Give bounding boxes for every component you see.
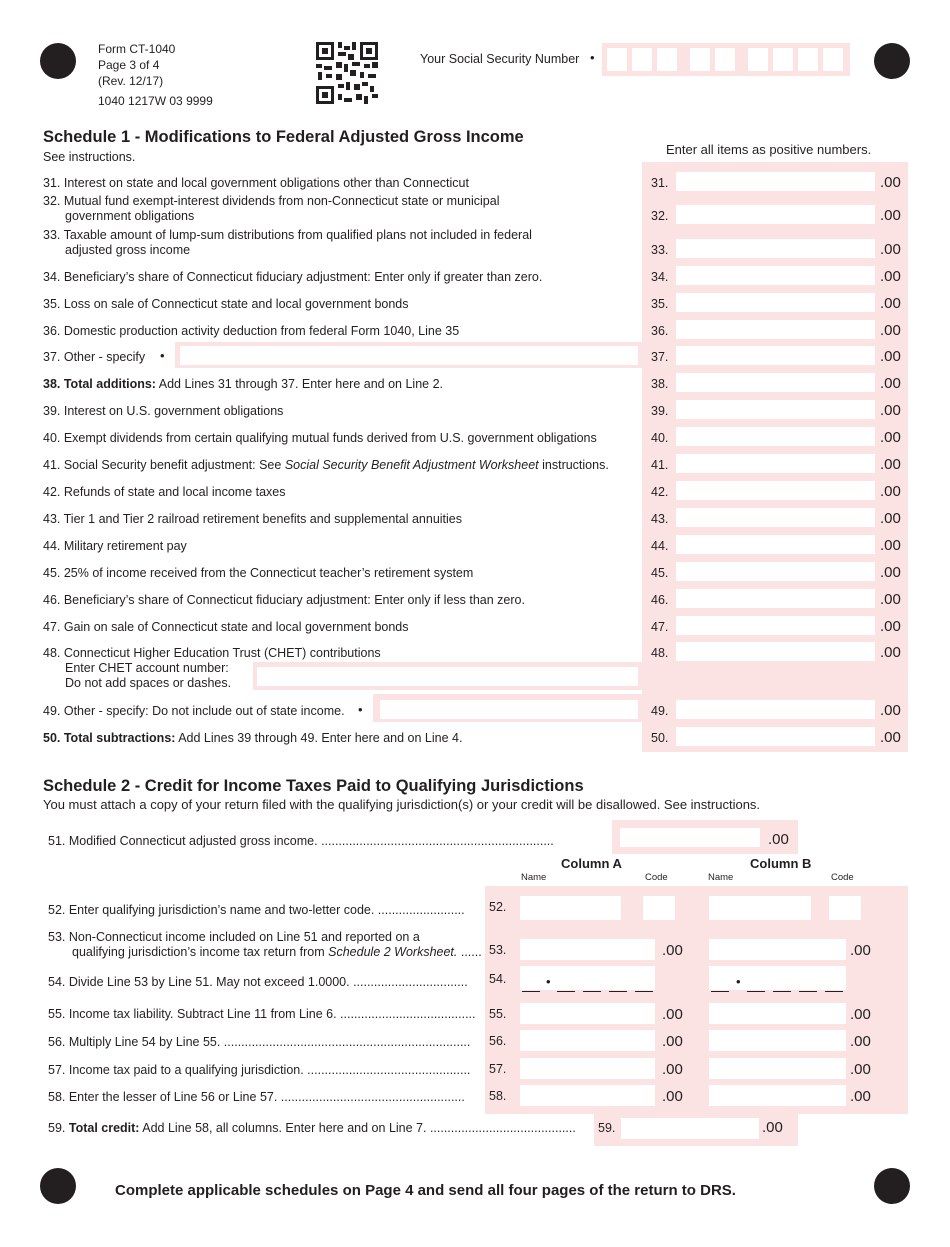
line-32-number: 32. bbox=[651, 209, 669, 223]
line-50-cents: .00 bbox=[880, 729, 901, 746]
line-36-number: 36. bbox=[651, 324, 669, 338]
line-58-col-b-cents: .00 bbox=[850, 1088, 871, 1105]
line-33-amount-input[interactable] bbox=[676, 239, 875, 258]
line-32-cents: .00 bbox=[880, 207, 901, 224]
registration-mark-top-left bbox=[40, 43, 76, 79]
line54-col-a-input[interactable] bbox=[520, 966, 655, 990]
line51-label: 51. Modified Connecticut adjusted gross income. ................................................................... bbox=[48, 834, 554, 848]
column-b-code-label: Code bbox=[831, 872, 854, 883]
line-31-cents: .00 bbox=[880, 174, 901, 191]
line-43-cents: .00 bbox=[880, 510, 901, 527]
line-37-cents: .00 bbox=[880, 348, 901, 365]
line-46-number: 46. bbox=[651, 593, 669, 607]
line-46-label: 46. Beneficiary’s share of Connecticut fiduciary adjustment: Enter only if less than zero. bbox=[43, 593, 525, 607]
line-44-cents: .00 bbox=[880, 537, 901, 554]
line-56-col-b-input[interactable] bbox=[709, 1030, 846, 1051]
qr-code-icon bbox=[316, 42, 378, 104]
line-37-amount-input[interactable] bbox=[676, 346, 875, 365]
line-50-amount-input[interactable] bbox=[676, 727, 875, 746]
line-42-amount-input[interactable] bbox=[676, 481, 875, 500]
line-57-number: 57. bbox=[489, 1062, 507, 1076]
line-58-col-b-input[interactable] bbox=[709, 1085, 846, 1106]
line-32-amount-input[interactable] bbox=[676, 205, 875, 224]
line51-cents: .00 bbox=[768, 831, 789, 848]
line-56-col-a-cents: .00 bbox=[662, 1033, 683, 1050]
ssn-digit-9[interactable] bbox=[823, 48, 843, 71]
line-58-label: 58. Enter the lesser of Line 56 or Line 57. ..................................................... bbox=[48, 1090, 465, 1104]
ssn-label: Your Social Security Number bbox=[420, 52, 580, 66]
line54-col-a-digit-1 bbox=[522, 991, 540, 992]
line-56-label: 56. Multiply Line 54 by Line 55. ....................................................................... bbox=[48, 1035, 471, 1049]
line-38-cents: .00 bbox=[880, 375, 901, 392]
line-38-label: 38. Total additions: Add Lines 31 through 37. Enter here and on Line 2. bbox=[43, 377, 444, 391]
line-53-col-b-input[interactable] bbox=[709, 939, 846, 960]
ssn-digit-1[interactable] bbox=[607, 48, 627, 71]
line54-col-b-digit-5 bbox=[825, 991, 843, 992]
line-57-col-b-cents: .00 bbox=[850, 1061, 871, 1078]
line-38-number: 38. bbox=[651, 377, 669, 391]
line-44-label: 44. Military retirement pay bbox=[43, 539, 187, 553]
ssn-digit-8[interactable] bbox=[798, 48, 818, 71]
line-42-number: 42. bbox=[651, 485, 669, 499]
line48-chet-account-input[interactable] bbox=[257, 667, 638, 686]
line-48-label-cont: Enter CHET account number: bbox=[65, 661, 229, 675]
schedule2-subtitle: You must attach a copy of your return filed with the qualifying jurisdiction(s) or your credit will be disallowed. See instructions. bbox=[43, 797, 761, 812]
line54-col-b-input[interactable] bbox=[709, 966, 846, 990]
ssn-digit-5[interactable] bbox=[715, 48, 735, 71]
line-40-amount-input[interactable] bbox=[676, 427, 875, 446]
column-a-name-label: Name bbox=[521, 872, 547, 883]
line54-col-b-digit-3 bbox=[773, 991, 791, 992]
line-31-number: 31. bbox=[651, 176, 669, 190]
line-56-number: 56. bbox=[489, 1034, 507, 1048]
line52-col-b-name-input[interactable] bbox=[709, 896, 811, 920]
line-55-label: 55. Income tax liability. Subtract Line 11 from Line 6. ....................................... bbox=[48, 1007, 476, 1021]
line54-col-a-digit-4 bbox=[609, 991, 627, 992]
line-31-label: 31. Interest on state and local government obligations other than Connecticut bbox=[43, 176, 469, 190]
footer-note: Complete applicable schedules on Page 4 and send all four pages of the return to DRS. bbox=[115, 1182, 736, 1199]
line-43-number: 43. bbox=[651, 512, 669, 526]
line-54-number: 54. bbox=[489, 972, 507, 986]
line54-col-b-digit-1 bbox=[711, 991, 729, 992]
line-53-col-b-cents: .00 bbox=[850, 942, 871, 959]
line-59-total-input[interactable] bbox=[621, 1118, 759, 1139]
line-37-number: 37. bbox=[651, 350, 669, 364]
line-47-cents: .00 bbox=[880, 618, 901, 635]
line-44-number: 44. bbox=[651, 539, 669, 553]
line-54-label: 54. Divide Line 53 by Line 51. May not exceed 1.0000. ................................. bbox=[48, 975, 468, 989]
registration-mark-bottom-left bbox=[40, 1168, 76, 1204]
line-59-number: 59. bbox=[598, 1121, 616, 1135]
column-a-code-label: Code bbox=[645, 872, 668, 883]
line-40-number: 40. bbox=[651, 431, 669, 445]
line54-col-b-digit-2 bbox=[747, 991, 765, 992]
line-41-amount-input[interactable] bbox=[676, 454, 875, 473]
line54-col-a-digit-3 bbox=[583, 991, 601, 992]
line-45-cents: .00 bbox=[880, 564, 901, 581]
line-48-number: 48. bbox=[651, 646, 669, 660]
form-header bbox=[98, 41, 213, 109]
line-31-amount-input[interactable] bbox=[676, 172, 875, 191]
form-name: Form CT-1040 bbox=[98, 42, 176, 56]
schedule1-see-instructions: See instructions. bbox=[43, 150, 136, 164]
line54-col-b-decimal: • bbox=[736, 974, 741, 989]
ssn-digit-6[interactable] bbox=[748, 48, 768, 71]
line-52-label: 52. Enter qualifying jurisdiction’s name and two-letter code. ......................... bbox=[48, 903, 465, 917]
line-35-amount-input[interactable] bbox=[676, 293, 875, 312]
line49-bullet: • bbox=[358, 702, 363, 717]
line-55-col-a-input[interactable] bbox=[520, 1003, 655, 1024]
line-33-label: 33. Taxable amount of lump-sum distributions from qualified plans not included in federal bbox=[43, 228, 532, 242]
line54-col-b-digit-4 bbox=[799, 991, 817, 992]
ssn-bullet: • bbox=[590, 50, 595, 65]
line52-col-a-code-input[interactable] bbox=[643, 896, 675, 920]
line-55-col-b-input[interactable] bbox=[709, 1003, 846, 1024]
line-47-amount-input[interactable] bbox=[676, 616, 875, 635]
line-47-number: 47. bbox=[651, 620, 669, 634]
line-40-cents: .00 bbox=[880, 429, 901, 446]
schedule1-title: Schedule 1 - Modifications to Federal Adjusted Gross Income bbox=[43, 128, 524, 146]
schedule2-title: Schedule 2 - Credit for Income Taxes Paid to Qualifying Jurisdictions bbox=[43, 777, 584, 795]
revision: (Rev. 12/17) bbox=[98, 74, 164, 88]
line-58-col-a-cents: .00 bbox=[662, 1088, 683, 1105]
line-39-cents: .00 bbox=[880, 402, 901, 419]
line-49-number: 49. bbox=[651, 704, 669, 718]
line-41-cents: .00 bbox=[880, 456, 901, 473]
schedule2-table-area bbox=[485, 886, 908, 1114]
line-53-number: 53. bbox=[489, 943, 507, 957]
line-34-number: 34. bbox=[651, 270, 669, 284]
line-42-label: 42. Refunds of state and local income taxes bbox=[43, 485, 286, 499]
line-33-label-cont: adjusted gross income bbox=[65, 243, 191, 257]
line-49-amount-input[interactable] bbox=[676, 700, 875, 719]
line-50-label: 50. Total subtractions: Add Lines 39 through 49. Enter here and on Line 4. bbox=[43, 731, 463, 745]
line-39-amount-input[interactable] bbox=[676, 400, 875, 419]
line-46-amount-input[interactable] bbox=[676, 589, 875, 608]
line-35-number: 35. bbox=[651, 297, 669, 311]
line-55-col-b-cents: .00 bbox=[850, 1006, 871, 1023]
ssn-digit-7[interactable] bbox=[773, 48, 793, 71]
line54-col-a-decimal: • bbox=[546, 974, 551, 989]
line-59-cents: .00 bbox=[762, 1119, 783, 1136]
line-34-amount-input[interactable] bbox=[676, 266, 875, 285]
line54-col-a-digit-2 bbox=[557, 991, 575, 992]
line-48-cents: .00 bbox=[880, 644, 901, 661]
line-45-number: 45. bbox=[651, 566, 669, 580]
line49-specify-input[interactable] bbox=[380, 700, 638, 719]
line-40-label: 40. Exempt dividends from certain qualifying mutual funds derived from U.S. government obligations bbox=[43, 431, 597, 445]
column-b-header: Column B bbox=[750, 856, 812, 871]
line-50-number: 50. bbox=[651, 731, 669, 745]
line-53-col-a-cents: .00 bbox=[662, 942, 683, 959]
page-number: Page 3 of 4 bbox=[98, 58, 160, 72]
line-37-label: 37. Other - specify bbox=[43, 350, 146, 364]
line37-specify-input[interactable] bbox=[180, 346, 638, 365]
line-38-amount-input[interactable] bbox=[676, 373, 875, 392]
line-41-label: 41. Social Security benefit adjustment: See Social Security Benefit Adjustment Worksheet instructions. bbox=[43, 458, 609, 472]
line-32-label-cont: government obligations bbox=[65, 209, 195, 223]
line-53-col-a-input[interactable] bbox=[520, 939, 655, 960]
line37-bullet: • bbox=[160, 348, 165, 363]
line51-input[interactable] bbox=[620, 828, 760, 847]
registration-mark-bottom-right bbox=[874, 1168, 910, 1204]
line-47-label: 47. Gain on sale of Connecticut state and local government bonds bbox=[43, 620, 409, 634]
line-35-cents: .00 bbox=[880, 295, 901, 312]
line-39-number: 39. bbox=[651, 404, 669, 418]
line-49-label: 49. Other - specify: Do not include out of state income. bbox=[43, 704, 345, 718]
line-46-cents: .00 bbox=[880, 591, 901, 608]
line-57-col-a-input[interactable] bbox=[520, 1058, 655, 1079]
positive-numbers-note: Enter all items as positive numbers. bbox=[666, 142, 872, 157]
line-44-amount-input[interactable] bbox=[676, 535, 875, 554]
line-34-label: 34. Beneficiary’s share of Connecticut fiduciary adjustment: Enter only if greater than zero. bbox=[43, 270, 543, 284]
line-43-label: 43. Tier 1 and Tier 2 railroad retirement benefits and supplemental annuities bbox=[43, 512, 462, 526]
ssn-input[interactable] bbox=[602, 43, 850, 76]
line54-col-a-digit-5 bbox=[635, 991, 653, 992]
line52-col-b-code-input[interactable] bbox=[829, 896, 861, 920]
line-36-label: 36. Domestic production activity deduction from federal Form 1040, Line 35 bbox=[43, 324, 460, 338]
line-57-col-b-input[interactable] bbox=[709, 1058, 846, 1079]
line-34-cents: .00 bbox=[880, 268, 901, 285]
line-49-cents: .00 bbox=[880, 702, 901, 719]
line-58-number: 58. bbox=[489, 1089, 507, 1103]
line-52-number: 52. bbox=[489, 900, 507, 914]
form-code: 1040 1217W 03 9999 bbox=[98, 94, 213, 108]
line-36-cents: .00 bbox=[880, 322, 901, 339]
line-53-label: 53. Non-Connecticut income included on Line 51 and reported on a qualifying jurisdiction’s income tax return from Schedule 2 Worksheet. ...... bbox=[48, 930, 482, 959]
line-39-label: 39. Interest on U.S. government obligations bbox=[43, 404, 284, 418]
line-45-label: 45. 25% of income received from the Connecticut teacher’s retirement system bbox=[43, 566, 474, 580]
line52-col-a-name-input[interactable] bbox=[520, 896, 621, 920]
line-32-label: 32. Mutual fund exempt-interest dividends from non-Connecticut state or municipal bbox=[43, 194, 500, 208]
column-b-name-label: Name bbox=[708, 872, 734, 883]
line-57-col-a-cents: .00 bbox=[662, 1061, 683, 1078]
line-55-number: 55. bbox=[489, 1007, 507, 1021]
column-a-header: Column A bbox=[561, 856, 622, 871]
line-56-col-a-input[interactable] bbox=[520, 1030, 655, 1051]
line-35-label: 35. Loss on sale of Connecticut state and local government bonds bbox=[43, 297, 409, 311]
line-58-col-a-input[interactable] bbox=[520, 1085, 655, 1106]
ssn-digit-2[interactable] bbox=[632, 48, 652, 71]
line-36-amount-input[interactable] bbox=[676, 320, 875, 339]
ssn-digit-3[interactable] bbox=[657, 48, 677, 71]
line-57-label: 57. Income tax paid to a qualifying jurisdiction. ............................................... bbox=[48, 1063, 471, 1077]
line-48-label-cont2: Do not add spaces or dashes. bbox=[65, 676, 232, 690]
line-33-number: 33. bbox=[651, 243, 669, 257]
line-33-cents: .00 bbox=[880, 241, 901, 258]
line-43-amount-input[interactable] bbox=[676, 508, 875, 527]
line-48-label: 48. Connecticut Higher Education Trust (CHET) contributions bbox=[43, 646, 381, 660]
registration-mark-top-right bbox=[874, 43, 910, 79]
line-42-cents: .00 bbox=[880, 483, 901, 500]
line-48-amount-input[interactable] bbox=[676, 642, 875, 661]
line-45-amount-input[interactable] bbox=[676, 562, 875, 581]
line-41-number: 41. bbox=[651, 458, 669, 472]
ssn-digit-4[interactable] bbox=[690, 48, 710, 71]
line-55-col-a-cents: .00 bbox=[662, 1006, 683, 1023]
line-56-col-b-cents: .00 bbox=[850, 1033, 871, 1050]
line-59-label: 59. Total credit: Add Line 58, all columns. Enter here and on Line 7. .......................................... bbox=[48, 1121, 576, 1135]
